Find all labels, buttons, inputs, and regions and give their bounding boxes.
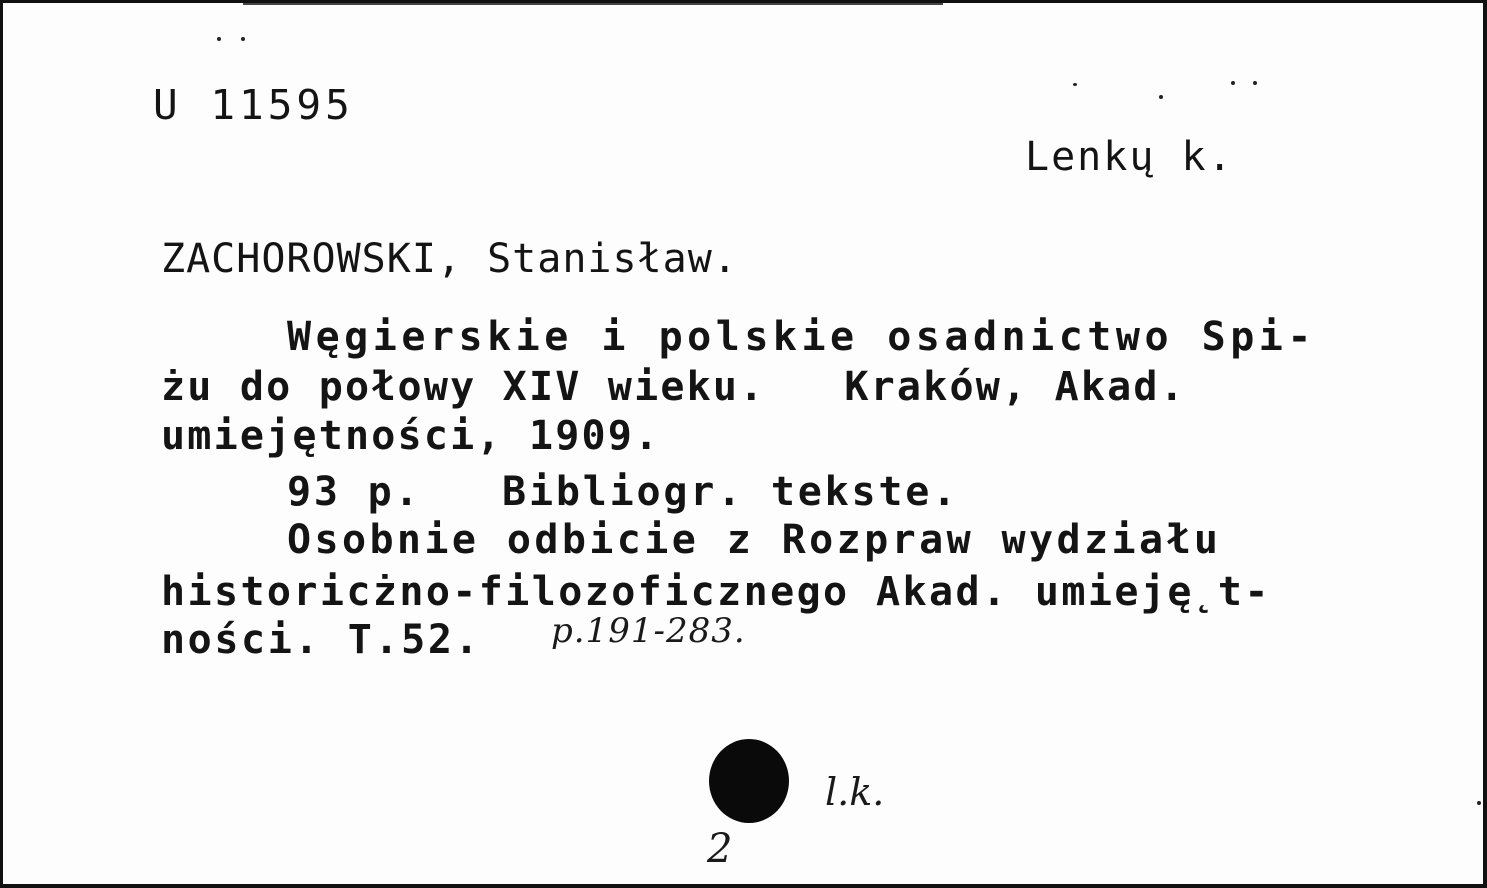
handwritten-pages: p.191-283. (551, 611, 746, 651)
ink-speck (1253, 81, 1257, 85)
description-line: Osobnie odbicie z Rozpraw wydziału (287, 517, 1222, 563)
ink-speck (1073, 83, 1077, 86)
handwritten-mark: l.k. (825, 770, 885, 814)
punch-hole (709, 739, 789, 823)
call-number: U 11595 (153, 81, 354, 129)
description-line: Węgierskie i polskie osadnictwo Spi- (287, 314, 1316, 360)
description-line: żu do połowy XIV wieku. Kraków, Akad. (161, 364, 1186, 410)
description-line: historicżno-filozoficznego Akad. umieję̨t- (161, 569, 1271, 615)
ink-speck (217, 37, 221, 41)
ink-speck (1231, 81, 1235, 85)
description-line: ności. T.52. (161, 617, 482, 663)
description-line: 93 p. Bibliogr. tekste. (287, 469, 960, 515)
ink-speck (1159, 95, 1163, 99)
handwritten-copy-number: 2 (707, 826, 733, 872)
ink-speck (1477, 801, 1481, 805)
location-note: Lenkų k. (1025, 134, 1234, 180)
description-line: umiejętności, 1909. (161, 413, 661, 459)
card-top-edge (243, 3, 943, 5)
author-heading: ZACHOROWSKI, Stanisław. (161, 236, 738, 282)
ink-speck (241, 37, 245, 41)
